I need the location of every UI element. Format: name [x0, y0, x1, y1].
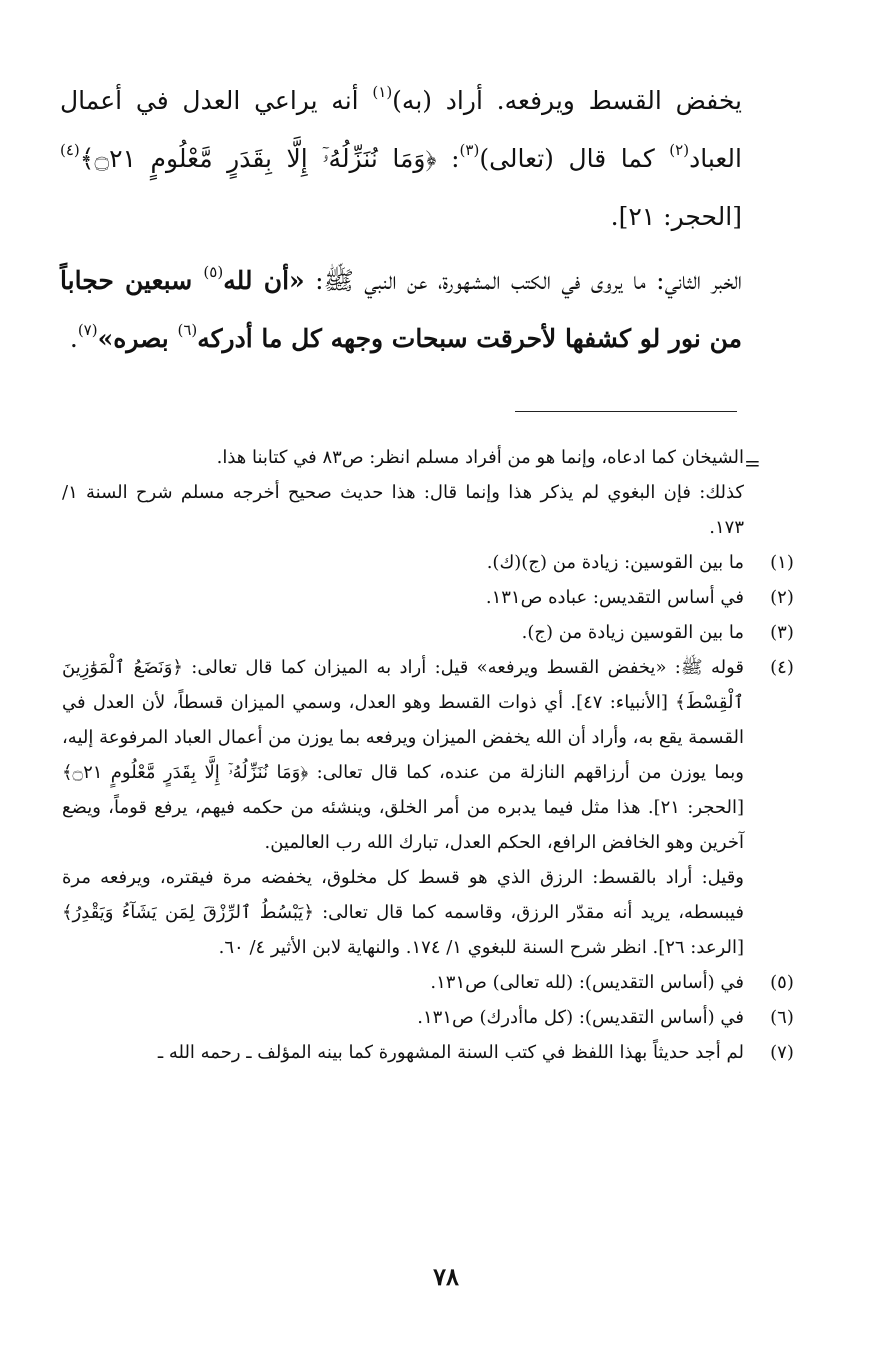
- footnote-text: وقيل: أراد بالقسط: الرزق الذي هو قسط كل مخلوق، يخفضه مرة فيقتره، ويرفعه مرة فيبسطه، يريد أنه مقدّر الرزق، وقاسمه كما قال تعالى: ﴿يَبْسُطُ ٱلرِّزْقَ لِمَن يَشَآءُ وَيَقْدِرُ﴾ [الرعد: ٢٦]. انظر شرح السنة للبغوي ١/ ١٧٤. والنهاية لابن الأثير ٤/ ٦٠.: [62, 867, 744, 958]
- paragraph-2: [60, 252, 742, 368]
- p2-text-c: .: [69, 324, 78, 353]
- footnote-ref-3: (٣): [459, 141, 480, 159]
- continuation-mark: =: [744, 451, 761, 475]
- p2-text-a: الخبر الثاني: ما يروى في الكتب المشهورة، عن النبي ﷺ:: [304, 266, 742, 295]
- footnote-text: في (أساس التقديس): (كل ماأدرك) ص١٣١.: [417, 1007, 744, 1028]
- footnote-number: (٦): [770, 1007, 794, 1028]
- p1-text-c: كما قال (تعالى): [479, 144, 670, 173]
- footnote-ref-1: (١): [372, 83, 393, 101]
- page-number: ٧٨: [433, 1262, 459, 1291]
- footnote-number: (٣): [770, 622, 794, 643]
- footnote-ref-2: (٢): [669, 141, 690, 159]
- footnote-list: [61, 545, 794, 1070]
- footnote-text: ما بين القوسين زيادة من (ج).: [521, 622, 744, 643]
- footnote-item: [62, 965, 794, 1000]
- footnote-number: (٤): [770, 657, 794, 678]
- footnote-text: في أساس التقديس: عباده ص١٣١.: [485, 587, 744, 608]
- footnote-number: (٢): [770, 587, 794, 608]
- footnote-item: [61, 650, 794, 860]
- footnote-text: ما بين القوسين: زيادة من (ج)(ك).: [486, 552, 744, 573]
- footnote-separator: [515, 411, 737, 412]
- paragraph-1: [60, 72, 742, 246]
- footnote-item: [62, 860, 744, 965]
- hadith-text-1: «أن لله: [223, 266, 305, 295]
- footnote-number: (٥): [770, 972, 794, 993]
- p1-text-b: أنه يراعي العدل في أعمال العباد: [60, 86, 742, 173]
- footnotes: [61, 440, 794, 1070]
- footnote-item: [62, 1035, 794, 1070]
- footnote-text: في (أساس التقديس): (لله تعالى) ص١٣١.: [430, 972, 744, 993]
- footnote-item: [62, 615, 794, 650]
- footnote-item: [62, 545, 794, 580]
- main-text: [60, 72, 742, 374]
- footnote-text: قوله ﷺ: «يخفض القسط ويرفعه» قيل: أراد به الميزان كما قال تعالى: ﴿وَنَضَعُ ٱلْمَوَٰزِينَ ٱلْقِسْطَ﴾ [الأنبياء: ٤٧]. أي ذوات القسط وهو العدل، وسمي الميزان قسطاً، لأن العدل في القسمة يقع به، وأراد أن الله يخفض الميزان ويرفعه بما يوزن من أعمال العباد المرفوعة إليه، وبما يوزن من أرزاقهم النازلة من عنده، كما قال تعالى: ﴿وَمَا نُنَزِّلُهُۥٓ إِلَّا بِقَدَرٍ مَّعْلُومٍ ۝٢١﴾ [الحجر: ٢١]. هذا مثل فيما يدبره من أمر الخلق، وينشئه من حكمه فيهم، يرفع قوماً، ويضع آخرين وهو الخافض الرافع، الحكم العدل، تبارك الله رب العالمين.: [61, 657, 744, 853]
- footnote-ref-4: (٤): [60, 141, 80, 159]
- footnote-text: لم أجد حديثاً بهذا اللفظ في كتب السنة المشهورة كما بينه المؤلف ـ رحمه الله ـ: [157, 1042, 744, 1063]
- footnote-ref-7: (٧): [77, 321, 98, 339]
- footnote-number: (١): [770, 552, 794, 573]
- footnote-item: [62, 1000, 794, 1035]
- p1-text-e: [الحجر: ٢١].: [610, 202, 742, 231]
- footnote-ref-6: (٦): [177, 321, 198, 339]
- footnote-continuation-2: كذلك: فإن البغوي لم يذكر هذا وإنما قال: هذا حديث صحيح أخرجه مسلم شرح السنة ١/ ١٧٣.: [62, 482, 744, 538]
- quran-verse: : ﴿وَمَا نُنَزِّلُهُۥٓ إِلَّا بِقَدَرٍ مَّعْلُومٍ ۝٢١﴾: [79, 144, 460, 173]
- footnote-number: (٧): [770, 1042, 794, 1063]
- hadith-text-2: سبعين حجاباً من نور لو كشفها لأحرقت سبحات وجهه كل ما أدركه: [60, 266, 742, 353]
- hadith-text-3: بصره»: [97, 324, 178, 353]
- footnote-item: [62, 580, 794, 615]
- p1-text-a: يخفض القسط ويرفعه. أراد (به): [392, 86, 742, 115]
- footnote-continuation-1: الشيخان كما ادعاه، وإنما هو من أفراد مسلم انظر: ص٨٣ في كتابنا هذا.: [216, 447, 744, 468]
- footnote-ref-5: (٥): [203, 263, 224, 281]
